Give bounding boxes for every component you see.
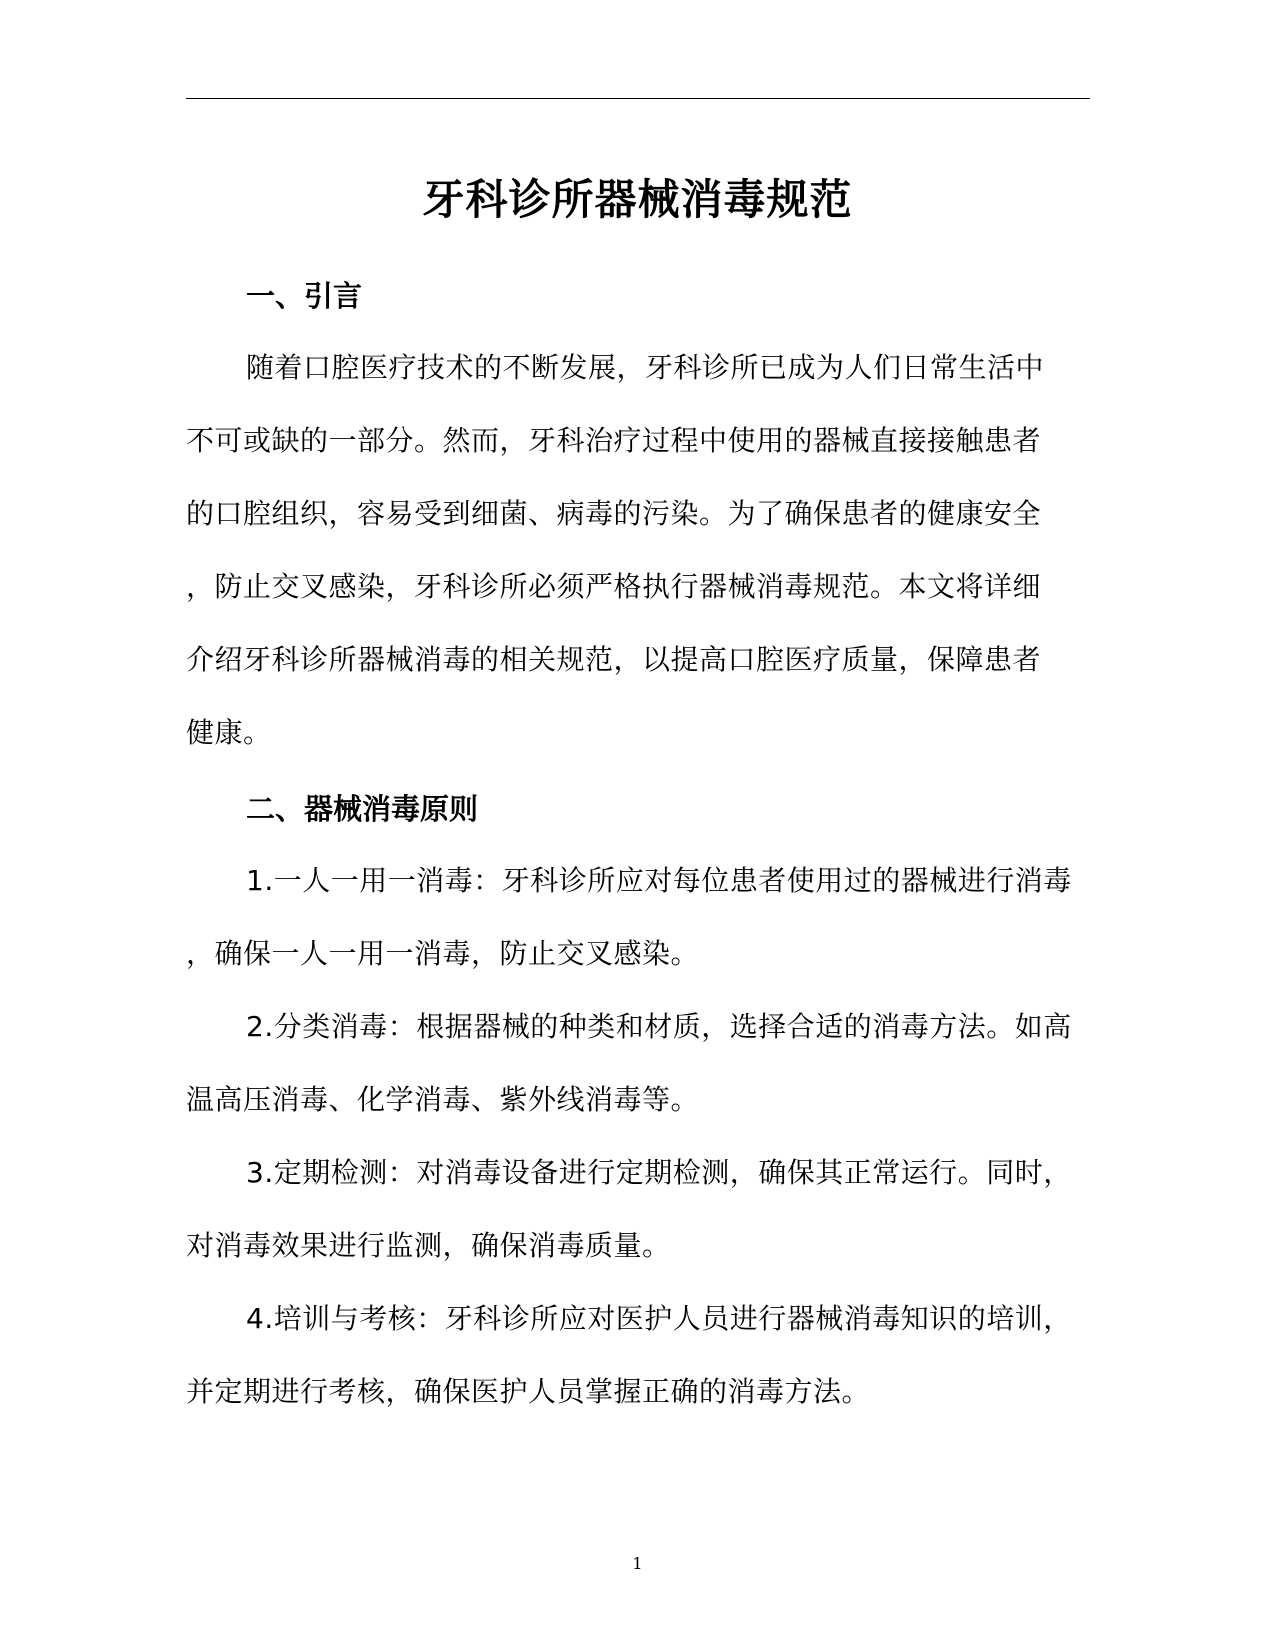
paragraph-line: 的口腔组织，容易受到细菌、病毒的污染。为了确保患者的健康安全 (186, 497, 1042, 530)
section-heading-principles: 二、器械消毒原则 (246, 792, 479, 826)
document-title: 牙科诊所器械消毒规范 (422, 175, 853, 224)
paragraph-line: 随着口腔医疗技术的不断发展，牙科诊所已成为人们日常生活中 (246, 351, 1045, 384)
page-number: 1 (632, 1554, 643, 1573)
list-item-line: 3.定期检测：对消毒设备进行定期检测，确保其正常运行。同时， (246, 1156, 1072, 1189)
paragraph-line: 不可或缺的一部分。然而，牙科治疗过程中使用的器械直接接触患者 (186, 424, 1042, 457)
list-item-line: ，确保一人一用一消毒，防止交叉感染。 (186, 937, 700, 970)
paragraph-line: 健康。 (186, 716, 272, 749)
paragraph-line: ，防止交叉感染，牙科诊所必须严格执行器械消毒规范。本文将详细 (186, 570, 1042, 603)
section-heading-introduction: 一、引言 (246, 279, 363, 313)
header-rule (186, 98, 1090, 99)
list-item-line: 4.培训与考核：牙科诊所应对医护人员进行器械消毒知识的培训， (246, 1302, 1072, 1335)
list-item-line: 温高压消毒、化学消毒、紫外线消毒等。 (186, 1083, 700, 1116)
list-item-line: 对消毒效果进行监测，确保消毒质量。 (186, 1229, 671, 1262)
list-item-line: 并定期进行考核，确保医护人员掌握正确的消毒方法。 (186, 1375, 871, 1408)
list-item-line: 2.分类消毒：根据器械的种类和材质，选择合适的消毒方法。如高 (246, 1010, 1072, 1043)
paragraph-line: 介绍牙科诊所器械消毒的相关规范，以提高口腔医疗质量，保障患者 (186, 643, 1042, 676)
list-item-line: 1.一人一用一消毒：牙科诊所应对每位患者使用过的器械进行消毒 (246, 864, 1072, 897)
